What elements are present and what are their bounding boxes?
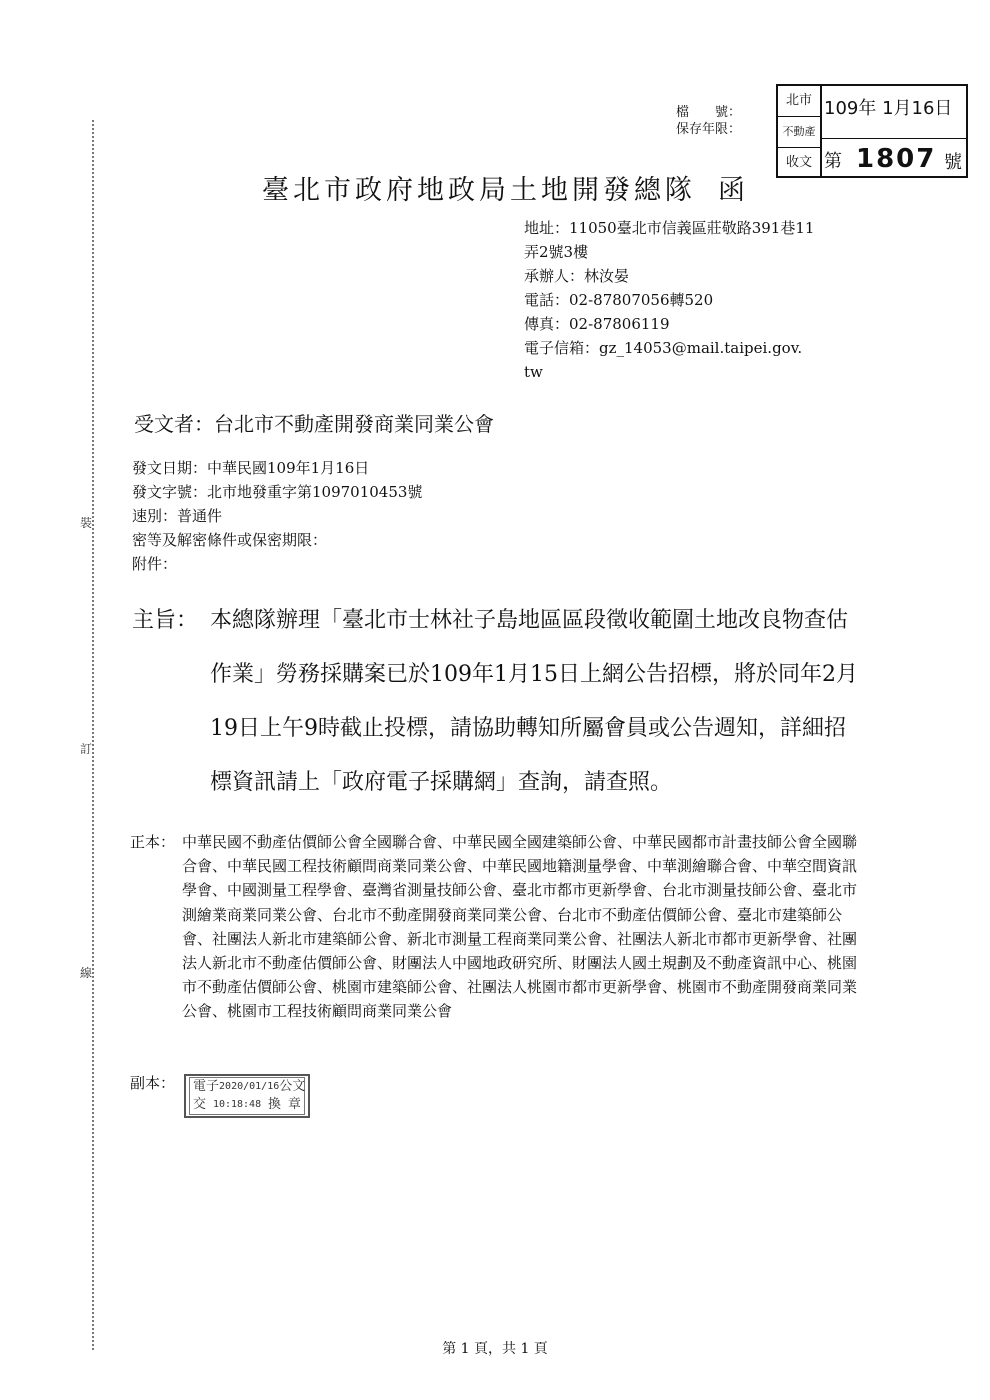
stamp-number-row [824,144,962,174]
document-number: 發文字號：北市地發重字第1097010453號 [132,483,423,501]
stamp-line-3: 收文 [785,155,812,170]
e-stamp-char: 換 [268,1097,282,1112]
e-stamp-date: 2020/01/16 [219,1081,280,1092]
stamp-number: 1807 [856,144,937,174]
handler: 承辦人：林汝晏 [524,267,630,285]
document-type: 函 [718,175,749,206]
retention-label: 保存年限： [676,122,742,137]
binding-dotted-line [92,120,94,1350]
address-line-1: 地址：11050臺北市信義區莊敬路391巷11 [524,219,815,237]
phone: 電話：02-87807056轉520 [524,291,714,309]
binding-mark-xian: 線 [80,962,92,983]
secrecy: 密等及解密條件或保密期限： [132,531,328,549]
document-meta [132,456,422,576]
archive-info [676,104,741,138]
original-label: 正本： [130,833,176,851]
e-stamp-char: 公 [279,1079,293,1094]
attachment: 附件： [132,555,178,573]
e-stamp-char: 章 [287,1097,301,1112]
recipient: 受文者：台北市不動產開發商業同業公會 [134,412,494,436]
e-stamp-inner [189,1077,305,1115]
received-stamp [776,84,968,178]
subject-label: 主旨： [132,608,199,633]
stamp-prefix: 第 [824,151,842,172]
address-line-2: 弄2號3樓 [524,243,589,261]
issuing-organization: 臺北市政府地政局土地開發總隊 [262,175,696,206]
fax: 傳真：02-87806119 [524,315,670,333]
contact-block [524,216,874,384]
binding-mark-zhuang: 裝 [80,512,92,533]
binding-mark-ding: 訂 [80,738,92,759]
e-stamp-row-2 [190,1096,304,1114]
subject-text: 本總隊辦理「臺北市士林社子島地區區段徵收範圍土地改良物查估作業」勞務採購案已於109年1月15日上網公告招標，將於同年2月19日上午9時截止投標，請協助轉知所屬會員或公告週知，詳細招標資訊請上「政府電子採購網」查詢，請查照。 [210,608,858,795]
email-line-2: tw [524,363,543,381]
e-stamp-row-1 [190,1078,304,1096]
page-footer: 第 1 頁，共 1 頁 [442,1341,548,1357]
stamp-line-2: 不動產 [778,117,820,148]
e-stamp-char: 電 [193,1079,207,1094]
speed: 速別：普通件 [132,507,223,525]
e-stamp-char: 子 [206,1079,220,1094]
e-stamp-char: 文 [292,1079,306,1094]
electronic-exchange-stamp [184,1074,310,1118]
e-stamp-char: 交 [193,1097,207,1112]
issue-date: 發文日期：中華民國109年1月16日 [132,459,370,477]
original-recipients-text: 中華民國不動產估價師公會全國聯合會、中華民國全國建築師公會、中華民國都市計畫技師公會全國聯合會、中華民國工程技術顧問商業同業公會、中華民國地籍測量學會、中華測繪聯合會、中華空間資訊學會、中國測量工程學會、臺灣省測量技師公會、臺北市都市更新學會、台北市測量技師公會、臺北市測繪業商業同業公會、台北市不動產開發商業同業公會、台北市不動產估價師公會、臺北市建築師公會、社團法人新北市建築師公會、新北市測量工程商業同業公會、社團法人新北市都市更新學會、社團法人新北市不動產估價師公會、財團法人中國地政研究所、財團法人國土規劃及不動產資訊中心、桃園市不動產估價師公會、桃園市建築師公會、社團法人桃園市都市更新學會、桃園市不動產開發商業同業公會、桃園市工程技術顧問商業同業公會 [182,833,858,1021]
stamp-divider [820,138,966,139]
e-stamp-time: 10:18:48 [212,1099,262,1110]
stamp-agency-column [778,86,822,176]
file-number-label: 檔 號： [676,105,742,120]
stamp-date: 109年 1月16日 [824,98,953,119]
email-line-1: 電子信箱：gz_14053@mail.taipei.gov. [524,339,803,357]
stamp-line-1: 北市 [778,86,820,117]
copy-label: 副本： [130,1074,176,1092]
document-title [262,168,749,207]
stamp-suffix: 號 [944,152,962,173]
